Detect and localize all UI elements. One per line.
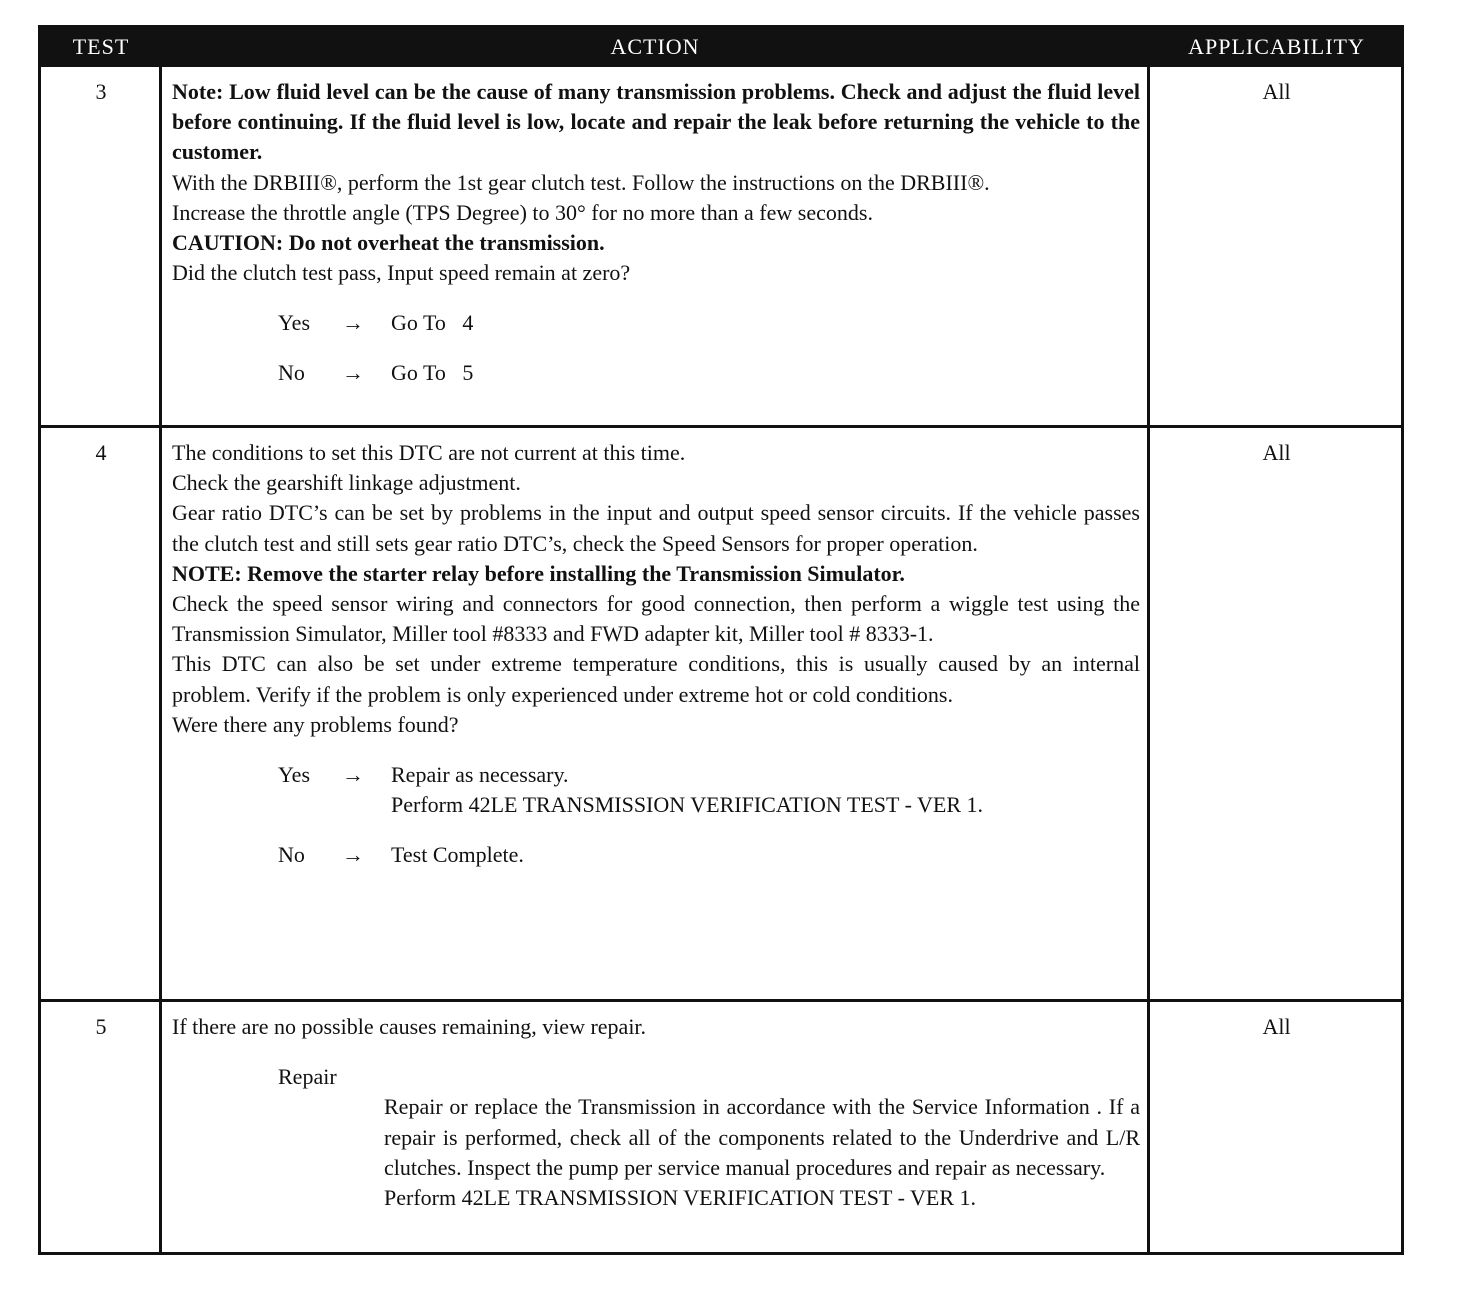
verification-test-text: Perform 42LE TRANSMISSION VERIFICATION TEST - VER 1. <box>391 792 983 818</box>
yes-label: Yes <box>278 762 311 788</box>
yes-label: Yes <box>278 310 311 336</box>
applicability-value: All <box>1262 440 1291 465</box>
no-label: No <box>278 842 305 868</box>
header-test: TEST <box>72 34 130 59</box>
repair-text: Repair or replace the Transmission in accordance with the Service Information . If a repair is performed, check all of the components related to the Underdrive and L/R clutches. Inspect the pump per service manual procedures and repair as necessary. <box>384 1094 1140 1180</box>
table-row-test-5 <box>41 999 1401 1252</box>
diagnostic-table <box>38 25 1404 1255</box>
arrow-icon: → <box>342 310 364 336</box>
applicability-value: All <box>1262 1014 1291 1039</box>
no-label: No <box>278 360 305 386</box>
header-action: ACTION <box>610 34 700 59</box>
arrow-icon: → <box>342 360 364 386</box>
yes-result: Go To 4 <box>391 310 474 336</box>
step-text: Gear ratio DTC’s can be set by problems in the input and output speed sensor circuits. If the vehicle passes the clutch test and still sets gear ratio DTC’s, check the Speed Sensors for proper operation. <box>172 500 1140 556</box>
step-text: The conditions to set this DTC are not current at this time. <box>172 440 686 465</box>
action-cell <box>172 77 1140 388</box>
step-text: If there are no possible causes remaining, view repair. <box>172 1014 647 1039</box>
table-row-test-3 <box>41 64 1401 428</box>
test-number: 5 <box>95 1014 107 1039</box>
table-header <box>41 28 1401 66</box>
step-text: This DTC can also be set under extreme temperature conditions, this is usually caused by an internal problem. Verify if the problem is only experienced under extreme hot or cold conditions. <box>172 651 1140 707</box>
table-row-test-4 <box>41 425 1401 1002</box>
no-branch <box>172 358 1140 388</box>
question-text: Did the clutch test pass, Input speed remain at zero? <box>172 260 631 286</box>
action-cell <box>172 1012 1140 1213</box>
test-number: 4 <box>95 440 107 465</box>
repair-label: Repair <box>278 1064 337 1090</box>
action-cell <box>172 438 1140 870</box>
step-text: Increase the throttle angle (TPS Degree) to 30° for no more than a few seconds. <box>172 199 873 225</box>
yes-result: Repair as necessary. <box>391 762 569 788</box>
yes-branch <box>172 760 1140 820</box>
no-result: Go To 5 <box>391 360 474 386</box>
note-text: Note: Low fluid level can be the cause of many transmission problems. Check and adjust the fluid level before continuing. If the fluid level is low, locate and repair the leak before returning the vehicle to the customer. <box>172 79 1140 165</box>
no-result: Test Complete. <box>391 842 524 868</box>
step-text: Check the gearshift linkage adjustment. <box>172 470 521 496</box>
yes-branch <box>172 308 1140 338</box>
arrow-icon: → <box>342 842 364 868</box>
applicability-value: All <box>1262 79 1291 104</box>
verification-test-text: Perform 42LE TRANSMISSION VERIFICATION TEST - VER 1. <box>384 1185 976 1211</box>
caution-text: CAUTION: Do not overheat the transmission. <box>172 230 605 256</box>
no-branch <box>172 840 1140 870</box>
header-applicability: APPLICABILITY <box>1188 34 1365 59</box>
note-text: NOTE: Remove the starter relay before installing the Transmission Simulator. <box>172 560 905 586</box>
test-number: 3 <box>95 79 107 104</box>
step-text: Check the speed sensor wiring and connectors for good connection, then perform a wiggle test using the Transmission Simulator, Miller tool #8333 and FWD adapter kit, Miller tool # 8333-1. <box>172 591 1140 647</box>
question-text: Were there any problems found? <box>172 711 459 737</box>
step-text: With the DRBIII®, perform the 1st gear clutch test. Follow the instructions on the DRBIII®. <box>172 169 990 195</box>
arrow-icon: → <box>342 762 364 788</box>
